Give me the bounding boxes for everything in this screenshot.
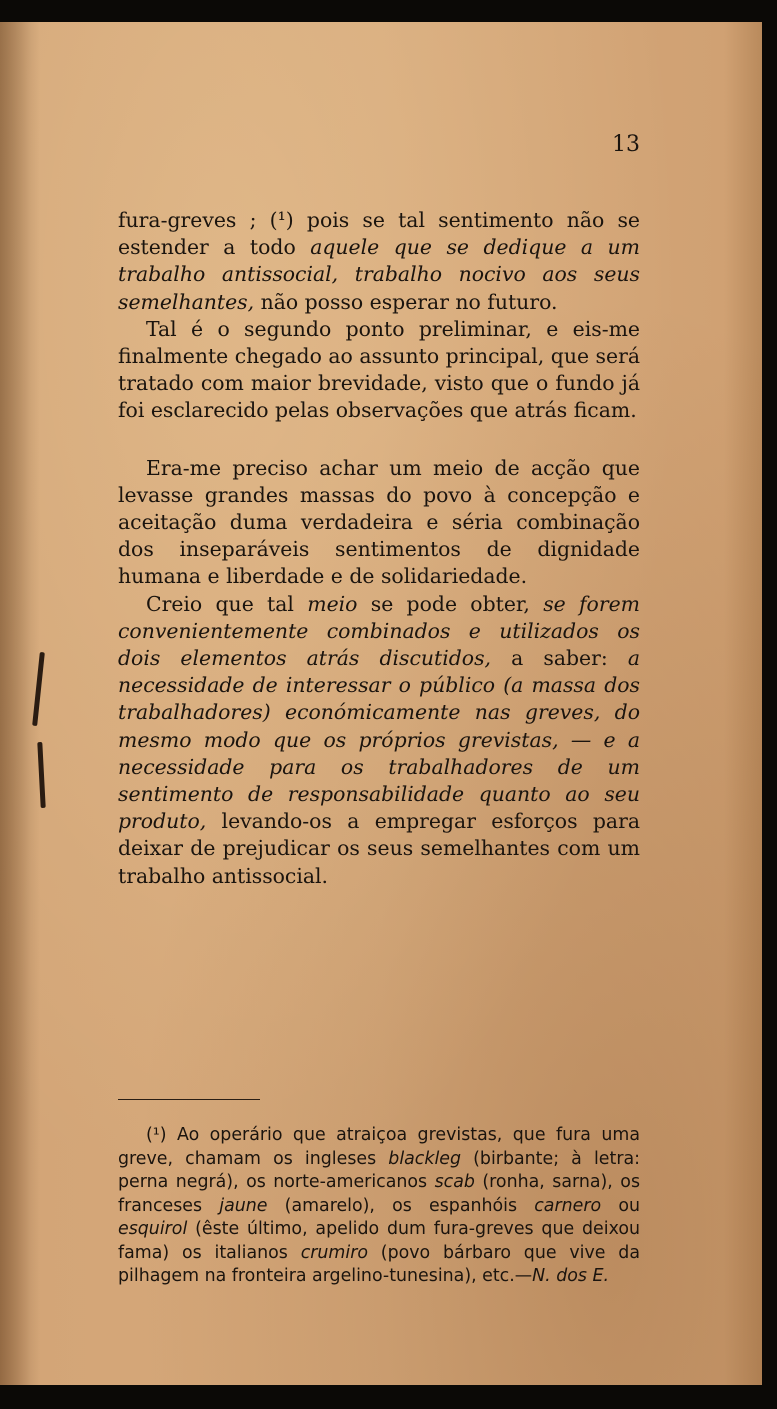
footnote-rule [118, 1099, 260, 1100]
paragraph-1: fura-greves ; (¹) pois se tal sentimento não se estender a todo aquele que se dedique a um trabalho antissocial, trabalho nocivo aos seus semelhantes, não posso esperar no futuro. [118, 208, 640, 314]
book-page [0, 22, 762, 1385]
paragraph-3: Era-me preciso achar um meio de acção que levasse grandes massas do povo à concepção e aceitação duma verdadeira e séria combinação dos inseparáveis sentimentos de dignidade humana e liberdade e de solidariedade. [118, 455, 640, 589]
body-text [118, 207, 640, 890]
paragraph-2: Tal é o segundo ponto preliminar, e eis-me finalmente chegado ao assunto principal, que será tratado com maior brevidade, visto que o fundo já foi esclarecido pelas observações que atrás ficam. [118, 316, 640, 423]
footnote: (¹) Ao operário que atraiçoa grevistas, que fura uma greve, chamam os ingleses blackleg (birbante; à letra: perna negrá), os norte-americanos scab (ronha, sarna), os franceses jaune (amarelo), os espanhóis carnero ou esquirol (êste último, apelido dum fura-greves que deixou fama) os italianos crumiro (povo bárbaro que vive da pilhagem na fronteira argelino-tunesina), etc.—N. dos E. [118, 1125, 641, 1286]
paragraph-4: Creio que tal meio se pode obter, se forem convenientemente combinados e utilizados os dois elementos atrás discutidos, a saber: a necessidade de interessar o público (a massa dos trabalhadores) económicamente nas greves, do mesmo modo que os próprios grevistas, — e a necessidade para os trabalhadores de um sentimento de responsabilidade quanto ao seu produto, levando-os a empregar esforços para deixar de prejudicar os seus semelhantes com um trabalho antissocial. [118, 591, 640, 888]
page-number: 13 [612, 132, 640, 157]
